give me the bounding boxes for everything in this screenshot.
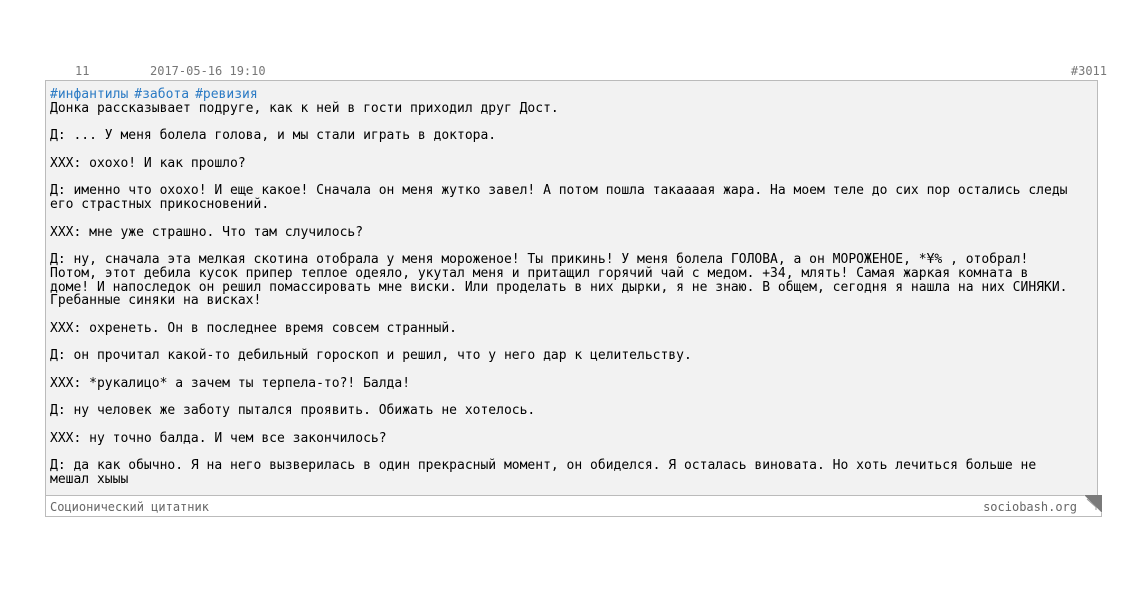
paragraph-gap [50, 336, 1093, 350]
quote-line: доме! И напоследок он решил помассировать мне виски. Или проделать в них дырки, я не знаю. В общем, сегодня я нашла на них СИНЯКИ. [50, 279, 1068, 295]
paragraph-gap [50, 239, 1093, 253]
quote-line: его страстных прикосновений. [50, 197, 270, 212]
paragraph-gap [50, 212, 1093, 226]
quote-header [45, 62, 1107, 80]
quote-line: ХХХ: охохо! И как прошло? [50, 155, 246, 171]
quote-id-link[interactable]: #3011 [1070, 64, 1107, 78]
quote-line: ХХХ: охренеть. Он в последнее время совсем странный. [50, 320, 457, 336]
site-name: Соционический цитатник [50, 499, 209, 514]
paragraph-gap [50, 391, 1093, 405]
quote-line: Д: ... У меня болела голова, и мы стали играть в доктора. [50, 128, 497, 144]
tag-link[interactable]: #забота [134, 87, 190, 102]
quote-line: ХХХ: ну точно балда. И чем все закончилось? [50, 430, 387, 446]
quote-line: Д: он прочитал какой-то дебильный гороскоп и решил, что у него дар к целительству. [50, 348, 692, 364]
paragraph-gap [50, 308, 1093, 322]
quote-line: мешал хыыы [50, 472, 129, 487]
corner-fold-icon[interactable] [1084, 495, 1102, 513]
quote-date: 2017-05-16 19:10 [150, 64, 266, 78]
paragraph-gap [50, 446, 1093, 460]
quote-rating: 11 [75, 64, 90, 78]
site-link[interactable]: sociobash.org [983, 499, 1077, 514]
tag-list [50, 88, 1093, 102]
quote-line: Д: именно что охохо! И еще какое! Сначала он меня жутко завел! А потом пошла такаааая жара. На моем теле до сих пор остались следы [50, 183, 1068, 199]
paragraph-gap [50, 418, 1093, 432]
quote-line: Потом, этот дебила кусок припер теплое одеяло, укутал меня и притащил горячий чай с медом. +34, млять! Самая жаркая комната в [50, 265, 1029, 281]
quote-line: ХХХ: мне уже страшно. Что там случилось? [50, 224, 364, 240]
paragraph-gap [50, 116, 1093, 130]
quote-line: Гребанные синяки на висках! [50, 293, 262, 309]
quote-line: Д: ну, сначала эта мелкая скотина отобрала у меня мороженое! Ты прикинь! У меня болела ГОЛОВА, а он МОРОЖЕНОЕ, *¥% , отобрал! [50, 252, 1029, 267]
quote-line: Донка рассказывает подруге, как к ней в гости приходил друг Дост. [50, 100, 559, 116]
quote-footer [45, 496, 1102, 517]
paragraph-gap [50, 363, 1093, 377]
quote-text [50, 102, 1093, 487]
quote-body [45, 80, 1098, 496]
quote-line: Д: да как обычно. Я на него вызверилась в один прекрасный момент, он обиделся. Я осталась виновата. Но хоть лечиться больше не [50, 458, 1037, 474]
tag-link[interactable]: #инфантилы [50, 87, 129, 102]
paragraph-gap [50, 143, 1093, 157]
quote-line: ХХХ: *рукалицо* а зачем ты терпела-то?! Балда! [50, 375, 411, 391]
quote-line: Д: ну человек же заботу пытался проявить. Обижать не хотелось. [50, 403, 536, 419]
paragraph-gap [50, 171, 1093, 185]
tag-link[interactable]: #ревизия [195, 87, 258, 102]
quote-card [45, 62, 1107, 517]
